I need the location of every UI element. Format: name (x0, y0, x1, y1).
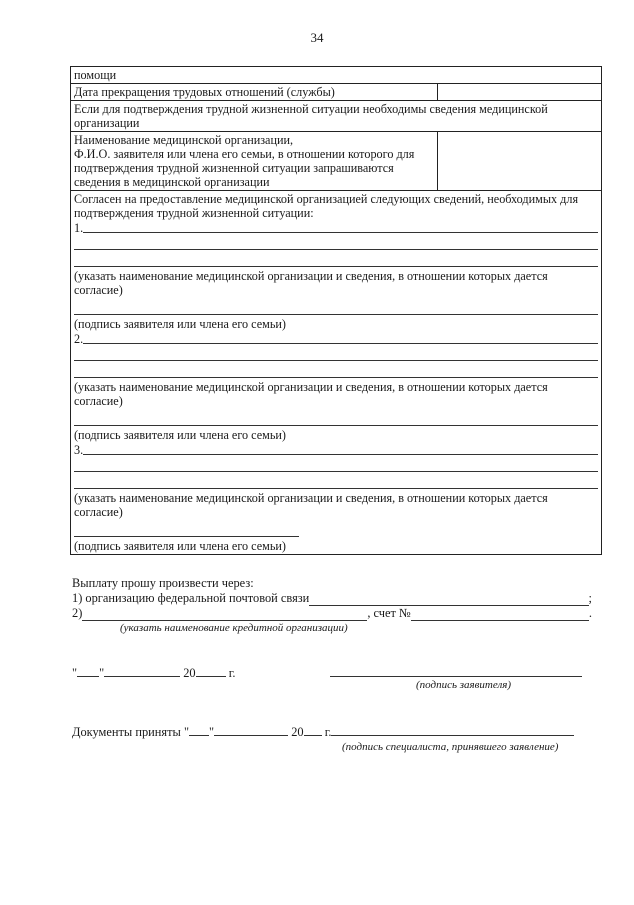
termination-date-label: Дата прекращения трудовых отношений (службы) (71, 84, 438, 100)
consent-item-3 (74, 442, 598, 457)
consent-item-number: 2. (74, 332, 84, 346)
consent-item-2-signature-hint: (подпись заявителя или члена его семьи) (74, 428, 286, 442)
consent-item-1-line-2[interactable] (74, 235, 598, 250)
specialist-signature-hint: (подпись специалиста, принявшего заявление) (342, 741, 559, 753)
docs-quote-close: " (209, 725, 215, 739)
row-consent (71, 191, 601, 554)
help-label: помощи (74, 68, 117, 82)
row-medical-needed (71, 101, 601, 132)
year-suffix: г. (228, 666, 236, 680)
docs-month-field[interactable] (214, 722, 288, 736)
year-prefix: 20 (183, 666, 196, 680)
row-medical-org-name (71, 132, 601, 191)
consent-item-number: 3. (74, 443, 84, 457)
consent-item-2-field[interactable] (83, 331, 598, 344)
consent-block (71, 191, 601, 554)
consent-item-1-line-3[interactable] (74, 252, 598, 267)
option-2-label: 2) (72, 606, 83, 620)
consent-intro: Согласен на предоставление медицинской организацией следующих сведений, необходимых для подтверждения трудной жизненной ситуации: (74, 192, 579, 220)
consent-item-3-line-3[interactable] (74, 474, 598, 489)
row-help (71, 67, 601, 84)
applicant-signature-hint: (подпись заявителя) (416, 679, 512, 691)
consent-item-3-signature-hint: (подпись заявителя или члена его семьи) (74, 539, 286, 553)
application-form-table (70, 66, 602, 555)
applicant-signature-field[interactable] (330, 663, 582, 677)
consent-item-2 (74, 331, 598, 346)
consent-item-2-signature-line[interactable] (74, 412, 598, 426)
account-label: , счет № (367, 606, 411, 620)
quote-close: " (99, 666, 105, 680)
consent-item-2-line-3[interactable] (74, 363, 598, 378)
payment-option-2 (72, 606, 592, 621)
day-field[interactable] (77, 663, 99, 677)
consent-item-1-field[interactable] (83, 220, 598, 233)
post-office-field[interactable] (309, 592, 588, 606)
option-1-end: ; (588, 591, 592, 605)
consent-item-1-signature-hint: (подпись заявителя или члена его семьи) (74, 317, 286, 331)
consent-item-3-line-2[interactable] (74, 457, 598, 472)
documents-accepted-row (72, 722, 592, 753)
quote-open: " (72, 666, 78, 680)
specialist-signature-field[interactable] (331, 722, 574, 736)
documents-accepted-label: Документы приняты " (72, 725, 190, 739)
payment-intro: Выплату прошу произвести через: (72, 576, 254, 590)
year-field[interactable] (196, 663, 226, 677)
account-number-field[interactable] (411, 607, 589, 621)
application-date-row (72, 663, 592, 691)
medical-org-name-field[interactable] (438, 132, 601, 190)
medical-org-name-label: Наименование медицинской организации, Ф.И.О. заявителя или члена его семьи, в отношении которого для подтверждения трудной жизненной ситуации запрашиваются сведения в медицинской организации (71, 132, 438, 190)
docs-year-suffix: г. (324, 725, 332, 739)
bank-name-field[interactable] (82, 607, 367, 621)
docs-year-field[interactable] (304, 722, 322, 736)
post-office-label: 1) организацию федеральной почтовой связи (72, 591, 310, 605)
consent-item-1 (74, 220, 598, 235)
bank-name-hint: (указать наименование кредитной организации) (120, 622, 348, 634)
consent-item-1-org-hint: (указать наименование медицинской организации и сведения, в отношении которых дается согласие) (74, 269, 548, 297)
medical-needed-label: Если для подтверждения трудной жизненной ситуации необходимы сведения медицинской организации (74, 102, 548, 130)
payment-option-1 (72, 591, 592, 606)
consent-item-2-line-2[interactable] (74, 346, 598, 361)
consent-item-2-org-hint: (указать наименование медицинской организации и сведения, в отношении которых дается согласие) (74, 380, 548, 408)
termination-date-field[interactable] (438, 84, 601, 100)
consent-item-3-org-hint: (указать наименование медицинской организации и сведения, в отношении которых дается согласие) (74, 491, 548, 519)
page-number: 34 (310, 30, 324, 45)
payment-block (72, 576, 592, 636)
consent-item-1-signature-line[interactable] (74, 301, 598, 315)
consent-item-3-signature-line[interactable] (74, 523, 299, 537)
docs-year-prefix: 20 (291, 725, 304, 739)
docs-day-field[interactable] (189, 722, 209, 736)
row-termination-date (71, 84, 601, 101)
consent-item-number: 1. (74, 221, 84, 235)
option-2-end: . (588, 606, 592, 620)
month-field[interactable] (104, 663, 180, 677)
consent-item-3-field[interactable] (83, 442, 598, 455)
